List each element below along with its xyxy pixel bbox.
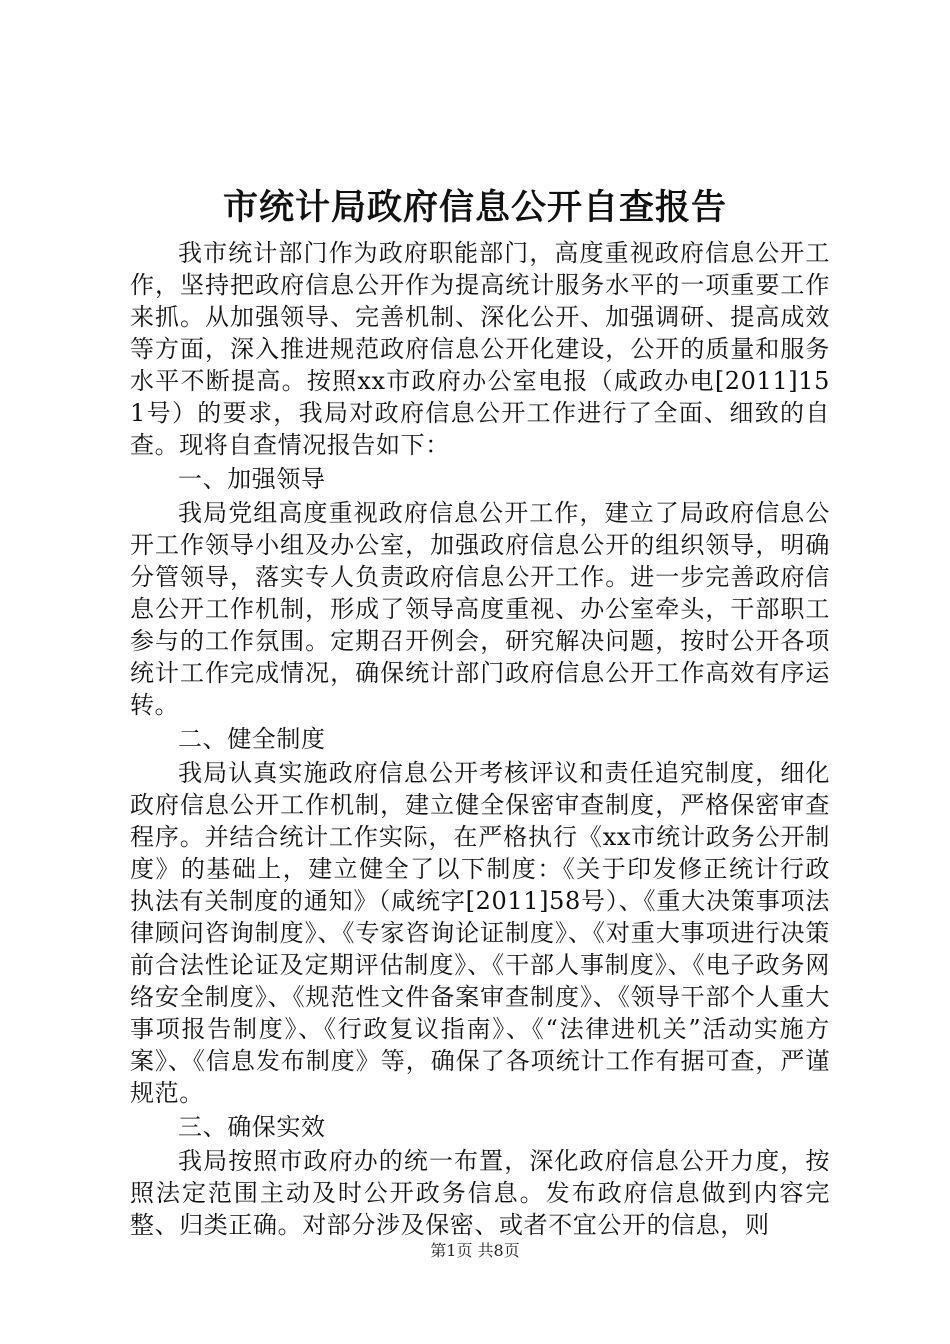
document-body: [130, 237, 830, 1243]
document-title: 市统计局政府信息公开自查报告: [222, 187, 727, 228]
section-heading-2: 二、健全制度: [178, 725, 326, 753]
section-3-paragraph: 我局按照市政府办的统一布置，深化政府信息公开力度，按照法定范围主动及时公开政务信息。发布政府信息做到内容完整、归类正确。对部分涉及保密、或者不宜公开的信息，则: [130, 1147, 830, 1239]
intro-paragraph: 我市统计部门作为政府职能部门，高度重视政府信息公开工作，坚持把政府信息公开作为提高统计服务水平的一项重要工作来抓。从加强领导、完善机制、深化公开、加强调研、提高成效等方面，深入推进规范政府信息公开化建设，公开的质量和服务水平不断提高。按照xx市政府办公室电报（咸政办电[2011]151号）的要求，我局对政府信息公开工作进行了全面、细致的自查。现将自查情况报告如下：: [130, 239, 830, 459]
section-2-paragraph: 我局认真实施政府信息公开考核评议和责任追究制度，细化政府信息公开工作机制，建立健全保密审查制度，严格保密审查程序。并结合统计工作实际，在严格执行《xx市统计政务公开制度》的基础上，建立健全了以下制度：《关于印发修正统计行政执法有关制度的通知》（咸统字[2011]58号）、《重大决策事项法律顾问咨询制度》、《专家咨询论证制度》、《对重大事项进行决策前合法性论证及定期评估制度》、《干部人事制度》、《电子政务网络安全制度》、《规范性文件备案审查制度》、《领导干部个人重大事项报告制度》、《行政复议指南》、《“法律进机关”活动实施方案》、《信息发布制度》等，确保了各项统计工作有据可查，严谨规范。: [130, 759, 830, 1107]
section-heading-3: 三、确保实效: [178, 1113, 326, 1141]
section-1-paragraph: 我局党组高度重视政府信息公开工作，建立了局政府信息公开工作领导小组及办公室，加强政府信息公开的组织领导，明确分管领导，落实专人负责政府信息公开工作。进一步完善政府信息公开工作机制，形成了领导高度重视、办公室牵头，干部职工参与的工作氛围。定期召开例会，研究解决问题，按时公开各项统计工作完成情况，确保统计部门政府信息公开工作高效有序运转。: [130, 499, 830, 719]
section-heading-1: 一、加强领导: [178, 465, 326, 493]
page-number-footer: 第1页 共8页: [430, 1241, 520, 1260]
